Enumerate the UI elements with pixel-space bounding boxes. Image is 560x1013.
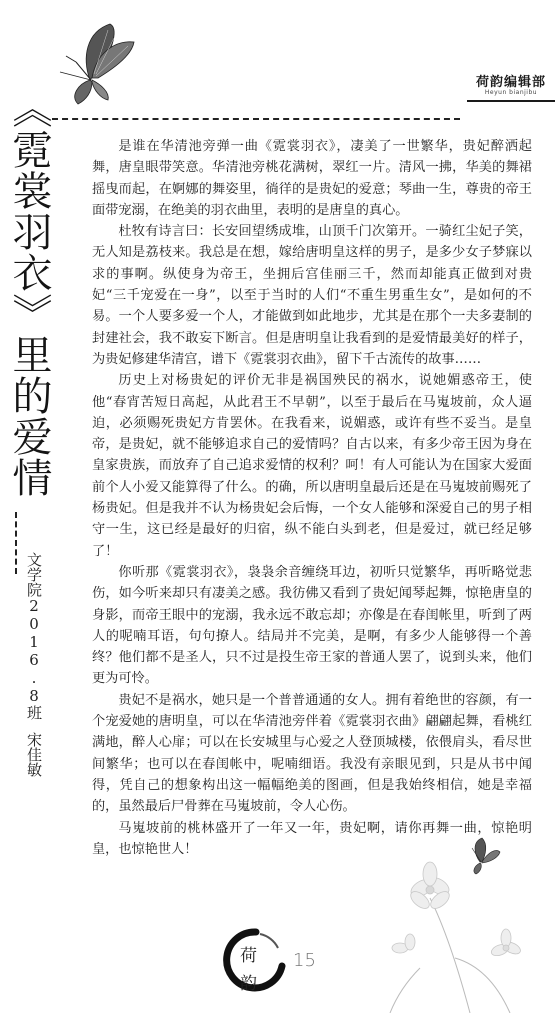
byline-department: 文学院2016.8班 xyxy=(25,552,43,720)
flower-illustration-bottom xyxy=(360,838,560,1013)
page-number: 15 xyxy=(293,950,316,971)
paragraph: 马嵬坡前的桃林盛开了一年又一年，贵妃啊，请你再舞一曲，惊艳明皇，也惊艳世人！ xyxy=(92,820,532,857)
logo-text-yun: 韵 xyxy=(240,974,257,994)
paragraph: 贵妃不是祸水，她只是一个普普通通的女人。拥有着绝世的容颜，有一个宠爱她的唐明皇，可以在华清池旁伴着《霓裳羽衣曲》翩翩起舞，看桃红满地，醉人心扉；可以在长安城里与心爱之人登顶城楼，依偎肩头，看尽世间繁华；也可以在春闺帐中，呢喃细语。我没有亲眼见到，只是从书中闻得，凭自己的想象构出这一幅幅绝美的图画，但是我始终相信，她是幸福的，虽然最后尸骨葬在马嵬坡前，令人心伤。 xyxy=(92,692,532,815)
header-badge xyxy=(467,74,555,102)
paragraph: 历史上对杨贵妃的评价无非是祸国殃民的祸水，说她媚惑帝王，使他“春宵苦短日高起，从此君王不早朝”，以至于最后在马嵬坡前，众人逼迫，必须赐死贵妃方肯罢休。在我看来，说媚惑，或许有些不妥当。是皇帝，是贵妃，就不能够追求自己的爱情吗？自古以来，有多少帝王因为身在皇家贵族，而放弃了自己追求爱情的权利？呵！有人可能认为在国家大爱面前个人小爱又能算得了什么。的确，所以唐明皇最后还是在马嵬坡前赐死了杨贵妃。但是我并不认为杨贵妃会后悔，一个女人能够和深爱自己的男子相守一生，这已经是最好的归宿，纵不能白头到老，但是爱过，就已经足够了！ xyxy=(92,373,532,559)
title-dashed-divider xyxy=(15,512,17,574)
top-dashed-divider xyxy=(52,118,460,120)
header-subtitle: Heyun bianjibu xyxy=(484,89,538,96)
byline-author: 宋佳敏 xyxy=(25,732,43,777)
article-body xyxy=(92,136,532,860)
paragraph: 你听那《霓裳羽衣》，袅袅余音缠绕耳边，初听只觉繁华，再听略觉悲伤，如今听来却只有凄美之感。我彷佛又看到了贵妃闻琴起舞，惊艳唐皇的身影，而帝王眼中的宠溺，我永远不敢忘却；亦像是在春闺帐里，听到了两人的呢喃耳语，句句撩人。结局并不完美，是啊，有多少人能够得一个善终？他们都不是圣人，只不过是投生帝王家的普通人罢了，说到头来，他们更为可怜。 xyxy=(92,564,532,687)
paragraph: 杜牧有诗言曰：长安回望绣成堆，山顶千门次第开。一骑红尘妃子笑，无人知是荔枝来。我总是在想，嫁给唐明皇这样的男子，是多少女子梦寐以求的事啊。纵使身为帝王，坐拥后宫佳丽三千，然而却能真正做到对贵妃“三千宠爱在一身”，以至于当时的人们“不重生男重生女”，是如何的不易。一个人要多爱一个人，才能做到如此地步，尤其是在那个一夫多妻制的封建社会，我不敢妄下断言。但是唐明皇让我看到的是爱情最美好的样子，为贵妃修建华清宫，谱下《霓裳羽衣曲》，留下千古流传的故事…… xyxy=(92,224,532,367)
butterfly-illustration-bottom xyxy=(462,836,502,876)
paragraph: 是谁在华清池旁弹一曲《霓裳羽衣》，凄美了一世繁华，贵妃醉洒起舞，唐皇眼带笑意。华清池旁桃花满树，翠红一片。清风一拂，华美的舞裙摇曳而起，在婀娜的舞姿里，徜徉的是贵妃的爱意；琴曲一生，尊贵的帝王面带宠溺，在绝美的羽衣曲里，表明的是唐皇的真心。 xyxy=(92,139,532,218)
logo-text-he: 荷 xyxy=(240,946,257,966)
header-title: 荷韵编辑部 xyxy=(475,75,546,90)
byline xyxy=(18,552,48,777)
butterfly-illustration-top xyxy=(52,18,142,108)
article-title: 《霓裳羽衣》里的爱情 xyxy=(6,88,52,498)
